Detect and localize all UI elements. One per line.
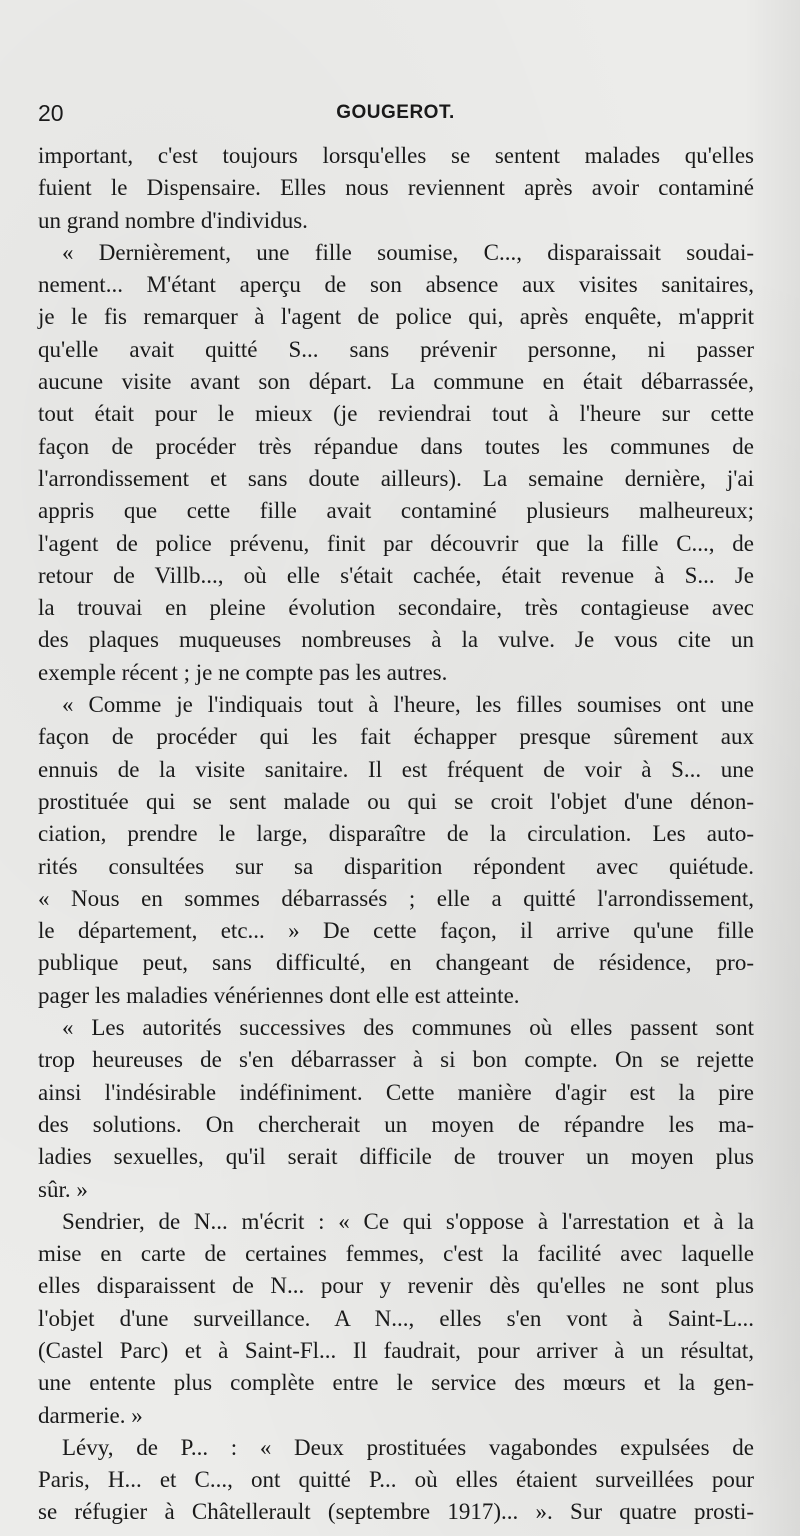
text-line: retour de Villb..., où elle s'était cachée, était revenue à S... Je [38,562,754,588]
page-header [38,100,753,130]
text-line: Lévy, de P... : « Deux prostituées vagabondes expulsées de [62,1434,754,1460]
page-number: 20 [38,100,64,126]
text-line: « Nous en sommes débarrassés ; elle a quitté l'arrondissement, [38,885,754,911]
text-line: « Les autorités successives des communes où elles passent sont [62,1015,754,1041]
text-line: ainsi l'indésirable indéfiniment. Cette manière d'agir est la pire [38,1079,754,1105]
text-line: le département, etc... » De cette façon, il arrive qu'une fille [38,918,754,944]
running-head: GOUGEROT. [336,102,455,123]
text-line: fuient le Dispensaire. Elles nous reviennent après avoir contaminé [38,175,754,201]
text-line: trop heureuses de s'en débarrasser à si bon compte. On se rejette [38,1047,754,1073]
text-line: la trouvai en pleine évolution secondaire, très contagieuse avec [38,595,754,621]
text-line: darmerie. » [38,1402,143,1428]
text-line: Sendrier, de N... m'écrit : « Ce qui s'oppose à l'arrestation et à la [62,1208,754,1234]
text-line: appris que cette fille avait contaminé plusieurs malheureux; [38,498,754,524]
text-line: elles disparaissent de N... pour y revenir dès qu'elles ne sont plus [38,1273,754,1299]
text-line: une entente plus complète entre le service des mœurs et la gen- [38,1370,754,1396]
body-text [38,140,754,1529]
text-line: important, c'est toujours lorsqu'elles se sentent malades qu'elles [38,143,754,168]
text-line: aucune visite avant son départ. La commune en était débarrassée, [38,369,754,395]
text-line: pager les maladies vénériennes dont elle est atteinte. [38,982,520,1008]
text-line: l'arrondissement et sans doute ailleurs). La semaine dernière, j'ai [38,465,754,491]
text-line: des plaques muqueuses nombreuses à la vulve. Je vous cite un [38,627,754,653]
text-line: ciation, prendre le large, disparaître de la circulation. Les auto- [38,821,754,847]
text-line: qu'elle avait quitté S... sans prévenir personne, ni passer [38,336,754,362]
text-line: ennuis de la visite sanitaire. Il est fréquent de voir à S... une [38,756,754,782]
text-line: « Comme je l'indiquais tout à l'heure, les filles soumises ont une [62,692,754,718]
text-line: prostituée qui se sent malade ou qui se croit l'objet d'une dénon- [38,788,754,814]
text-line: Paris, H... et C..., ont quitté P... où elles étaient surveillées pour [38,1467,754,1493]
text-line: se réfugier à Châtellerault (septembre 1917)... ». Sur quatre prosti- [38,1499,754,1525]
text-line: façon de procéder qui les fait échapper presque sûrement aux [38,724,754,750]
text-line: nement... M'étant aperçu de son absence aux visites sanitaires, [38,272,754,298]
text-line: (Castel Parc) et à Saint-Fl... Il faudrait, pour arriver à un résultat, [38,1337,754,1363]
text-line: je le fis remarquer à l'agent de police qui, après enquête, m'apprit [38,304,754,330]
text-line: mise en carte de certaines femmes, c'est la facilité avec laquelle [38,1241,754,1267]
text-line: sûr. » [38,1176,88,1202]
text-line: exemple récent ; je ne compte pas les autres. [38,659,448,685]
text-line: tout était pour le mieux (je reviendrai tout à l'heure sur cette [38,401,754,427]
text-line: « Dernièrement, une fille soumise, C..., disparaissait soudai- [62,239,754,265]
text-line: l'agent de police prévenu, finit par découvrir que la fille C..., de [38,530,754,556]
text-line: un grand nombre d'individus. [38,207,308,233]
text-line: publique peut, sans difficulté, en changeant de résidence, pro- [38,950,754,976]
text-line: des solutions. On chercherait un moyen de répandre les ma- [38,1111,754,1137]
text-line: ladies sexuelles, qu'il serait difficile de trouver un moyen plus [38,1144,754,1170]
text-line: façon de procéder très répandue dans toutes les communes de [38,433,754,459]
text-line: l'objet d'une surveillance. A N..., elles s'en vont à Saint-L... [38,1305,754,1331]
text-line: rités consultées sur sa disparition répondent avec quiétude. [38,853,754,879]
